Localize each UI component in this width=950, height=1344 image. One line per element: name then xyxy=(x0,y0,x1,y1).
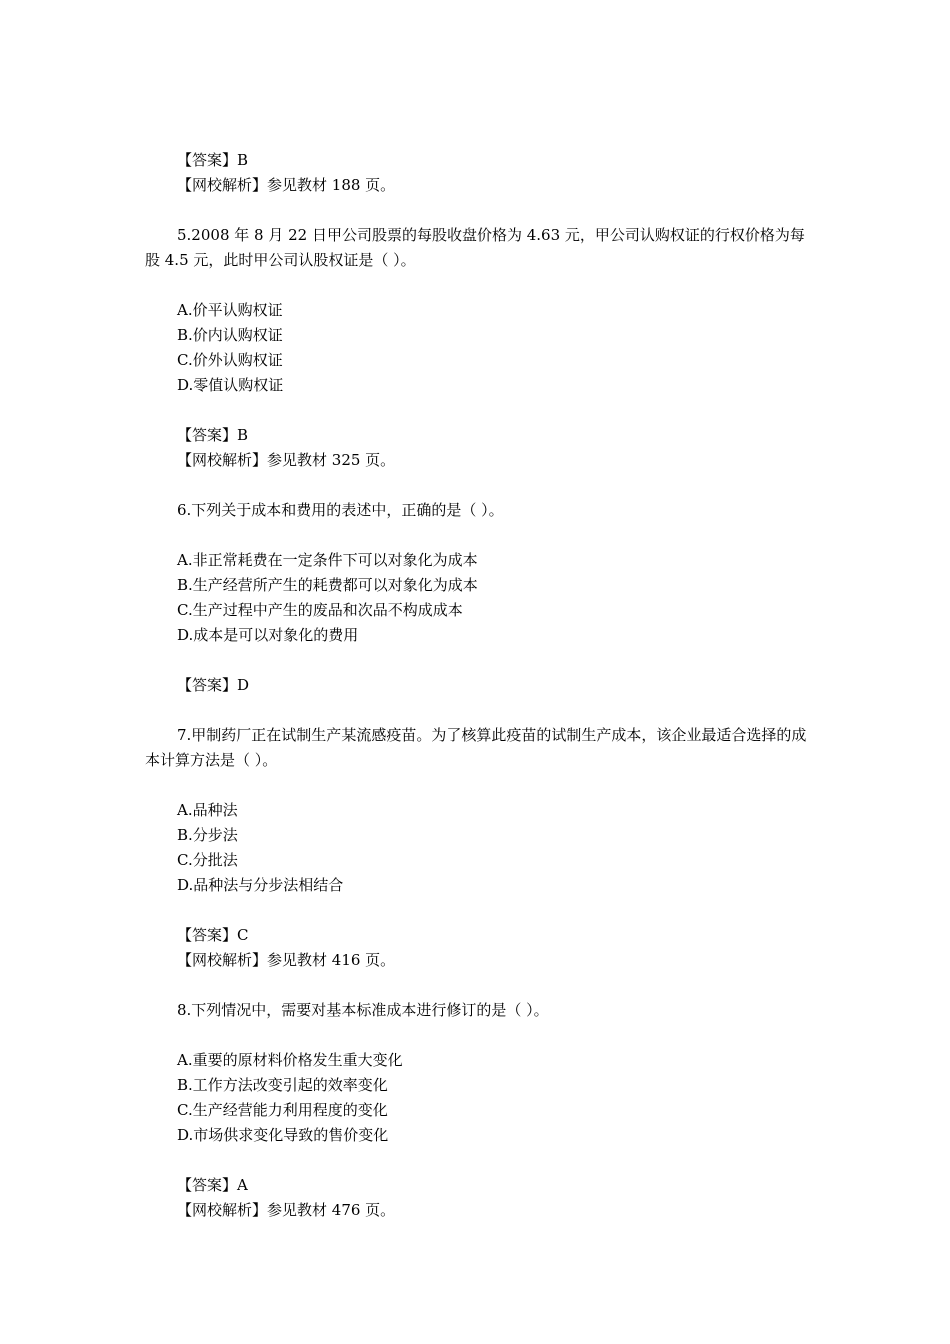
option-d: D.成本是可以对象化的费用 xyxy=(177,626,359,644)
option-d: D.品种法与分步法相结合 xyxy=(177,876,344,894)
option-a: A.品种法 xyxy=(177,801,238,819)
option-c: C.价外认购权证 xyxy=(177,351,283,369)
analysis-line: 【网校解析】参见教材 188 页。 xyxy=(177,176,396,194)
answer-line: 【答案】B xyxy=(177,426,249,444)
option-b: B.价内认购权证 xyxy=(177,326,283,344)
option-b: B.生产经营所产生的耗费都可以对象化为成本 xyxy=(177,576,478,594)
answer-line: 【答案】A xyxy=(177,1176,248,1194)
analysis-line: 【网校解析】参见教材 476 页。 xyxy=(177,1201,396,1219)
option-b: B.分步法 xyxy=(177,826,238,844)
option-b: B.工作方法改变引起的效率变化 xyxy=(177,1076,388,1094)
option-c: C.分批法 xyxy=(177,851,238,869)
option-a: A.重要的原材料价格发生重大变化 xyxy=(177,1051,403,1069)
option-c: C.生产经营能力利用程度的变化 xyxy=(177,1101,388,1119)
analysis-line: 【网校解析】参见教材 325 页。 xyxy=(177,451,396,469)
document-content xyxy=(145,148,810,1223)
option-d: D.零值认购权证 xyxy=(177,376,284,394)
question-stem: 7.甲制药厂正在试制生产某流感疫苗。为了核算此疫苗的试制生产成本，该企业最适合选择的成本计算方法是（ ）。 xyxy=(145,726,807,769)
analysis-line: 【网校解析】参见教材 416 页。 xyxy=(177,951,396,969)
question-stem: 8.下列情况中，需要对基本标准成本进行修订的是（ ）。 xyxy=(177,1001,549,1019)
answer-line: 【答案】C xyxy=(177,926,249,944)
answer-line: 【答案】D xyxy=(177,676,250,694)
answer-line: 【答案】B xyxy=(177,151,249,169)
option-d: D.市场供求变化导致的售价变化 xyxy=(177,1126,389,1144)
question-stem: 5.2008 年 8 月 22 日甲公司股票的每股收盘价格为 4.63 元，甲公司认购权证的行权价格为每股 4.5 元，此时甲公司认股权证是（ ）。 xyxy=(145,226,805,269)
option-c: C.生产过程中产生的废品和次品不构成成本 xyxy=(177,601,463,619)
option-a: A.非正常耗费在一定条件下可以对象化为成本 xyxy=(177,551,478,569)
option-a: A.价平认购权证 xyxy=(177,301,283,319)
question-stem: 6.下列关于成本和费用的表述中，正确的是（ ）。 xyxy=(177,501,504,519)
